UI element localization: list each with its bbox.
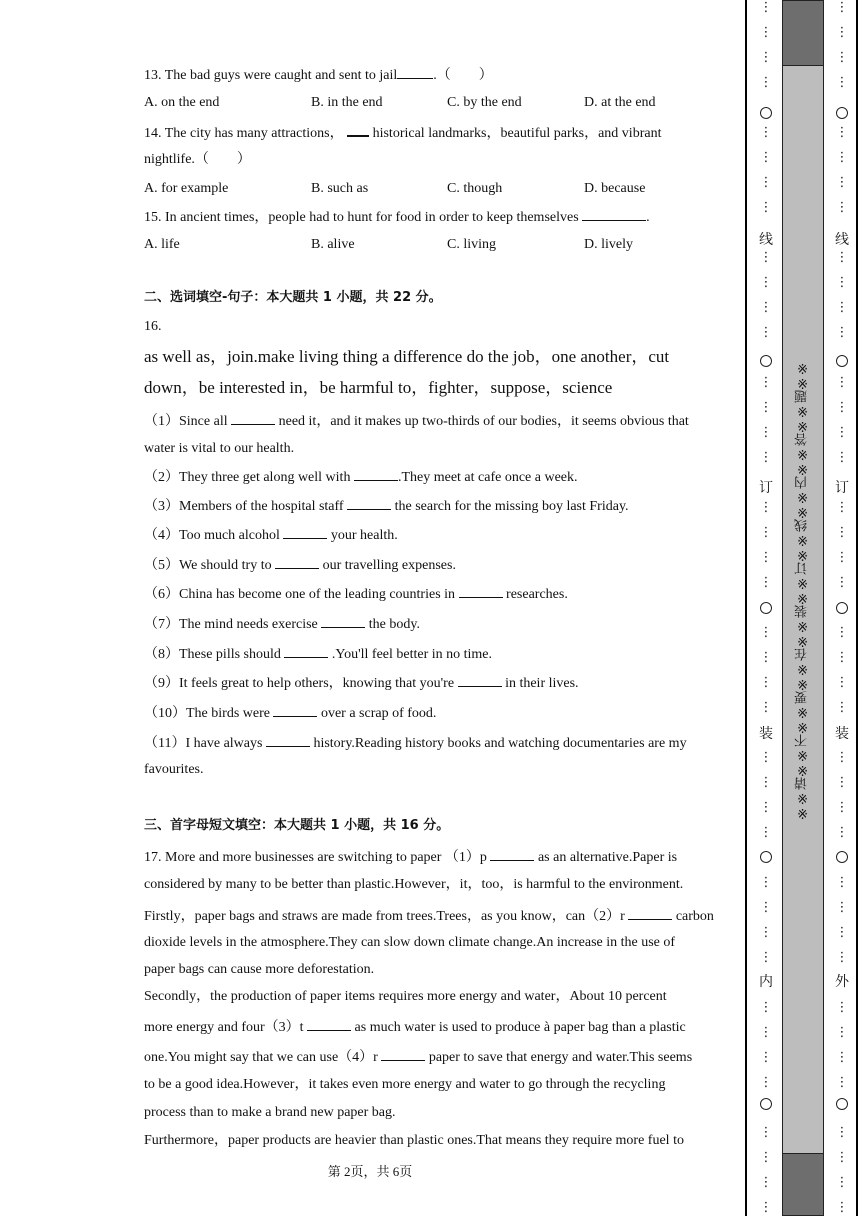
passage-line: 17. More and more businesses are switching to paper （1）p as an alternative.Paper is — [144, 846, 677, 868]
margin-dots: ⋮ — [835, 1150, 849, 1165]
fill-item-2: （2）They three get along well with .They meet at cafe once a week. — [144, 466, 578, 488]
margin-dots: ⋮ — [835, 525, 849, 540]
margin-dots: ⋮ — [759, 250, 773, 265]
answer-blank — [321, 613, 365, 628]
margin-dots: ⋮ — [835, 125, 849, 140]
margin-dots: ⋮ — [835, 1175, 849, 1190]
option-c: C. by the end — [447, 95, 522, 110]
margin-dots: ⋮ — [759, 775, 773, 790]
passage-line: Furthermore，paper products are heavier than plastic ones.That means they require more fuel to — [144, 1133, 684, 1148]
option-c: C. living — [447, 237, 497, 252]
passage-line: dioxide levels in the atmosphere.They can slow down climate change.An increase in the use of — [144, 935, 676, 950]
margin-dots: ⋮ — [759, 450, 773, 465]
answer-blank — [284, 643, 328, 658]
margin-char: 内 — [759, 974, 773, 990]
margin-dots: ⋮ — [759, 1050, 773, 1065]
option-c: C. though — [447, 181, 503, 196]
option-a: A. life — [144, 237, 180, 252]
passage-line: Secondly，the production of paper items requires more energy and water，About 10 percent — [144, 989, 667, 1004]
passage-line: Firstly，paper bags and straws are made from trees.Trees，as you know，can（2）r carbon — [144, 905, 714, 927]
margin-char: 线 — [835, 232, 849, 248]
margin-dots: ⋮ — [835, 400, 849, 415]
margin-dots: ⋮ — [759, 900, 773, 915]
margin-dots: ⋮ — [835, 325, 849, 340]
margin-circle — [760, 851, 772, 863]
margin-dots: ⋮ — [835, 1025, 849, 1040]
margin-circle — [760, 602, 772, 614]
margin-dots: ⋮ — [759, 750, 773, 765]
margin-dots: ⋮ — [759, 1125, 773, 1140]
word-bank-line-2: down，be interested in，be harmful to，fighter，suppose，science — [144, 378, 613, 397]
option-a: A. for example — [144, 181, 229, 196]
question-16-number: 16. — [144, 319, 162, 334]
margin-dots: ⋮ — [759, 375, 773, 390]
section-3-heading: 三、首字母短文填空：本大题共 1 小题，共 16 分。 — [144, 818, 450, 833]
margin-char: 装 — [759, 726, 773, 742]
passage-line: paper bags can cause more deforestation. — [144, 962, 375, 977]
margin-dots: ⋮ — [759, 125, 773, 140]
answer-blank — [459, 583, 503, 598]
margin-dots: ⋮ — [759, 175, 773, 190]
option-b: B. such as — [311, 181, 369, 196]
margin-dots: ⋮ — [759, 300, 773, 315]
margin-char: 订 — [759, 480, 773, 496]
margin-dots: ⋮ — [835, 1050, 849, 1065]
binding-margin-inner — [753, 0, 779, 1216]
margin-dots: ⋮ — [835, 825, 849, 840]
margin-dots: ⋮ — [759, 575, 773, 590]
answer-blank — [490, 846, 534, 861]
margin-dots: ⋮ — [759, 925, 773, 940]
answer-blank — [307, 1016, 351, 1031]
passage-line: to be a good idea.However，it takes even more energy and water to go through the recycling — [144, 1077, 666, 1092]
margin-dots: ⋮ — [759, 1025, 773, 1040]
passage-line: more energy and four（3）t as much water is used to produce à paper bag than a plastic — [144, 1016, 686, 1038]
margin-dots: ⋮ — [835, 50, 849, 65]
margin-circle — [760, 355, 772, 367]
margin-dots: ⋮ — [759, 0, 773, 15]
fill-item-5: （5）We should try to our travelling expenses. — [144, 554, 456, 576]
margin-dots: ⋮ — [759, 200, 773, 215]
margin-dots: ⋮ — [835, 25, 849, 40]
question-13-stem: 13. The bad guys were caught and sent to jail .（ ） — [144, 64, 493, 86]
margin-dots: ⋮ — [835, 500, 849, 515]
margin-dots: ⋮ — [835, 950, 849, 965]
margin-border-right — [856, 0, 858, 1216]
option-b: B. in the end — [311, 95, 383, 110]
margin-dots: ⋮ — [835, 650, 849, 665]
margin-dots: ⋮ — [759, 675, 773, 690]
margin-dots: ⋮ — [759, 1000, 773, 1015]
passage-line: considered by many to be better than plastic.However，it，too，is harmful to the environment. — [144, 877, 684, 892]
question-14-stem: 14. The city has many attractions， historical landmarks，beautiful parks，and vibrant — [144, 121, 661, 144]
margin-dots: ⋮ — [835, 175, 849, 190]
margin-dots: ⋮ — [835, 800, 849, 815]
margin-dots: ⋮ — [835, 275, 849, 290]
margin-char: 装 — [835, 726, 849, 742]
margin-dots: ⋮ — [835, 425, 849, 440]
answer-blank — [347, 121, 369, 137]
margin-dots: ⋮ — [835, 375, 849, 390]
margin-dots: ⋮ — [835, 200, 849, 215]
question-14-stem-cont: nightlife.（ ） — [144, 152, 251, 167]
fill-item-8: （8）These pills should .You'll feel better in no time. — [144, 643, 492, 665]
answer-blank — [266, 732, 310, 747]
fill-item-3: （3）Members of the hospital staff the search for the missing boy last Friday. — [144, 495, 629, 517]
margin-border-left — [745, 0, 747, 1216]
margin-circle — [836, 851, 848, 863]
answer-blank — [628, 905, 672, 920]
margin-dots: ⋮ — [835, 750, 849, 765]
answer-blank — [273, 702, 317, 717]
margin-circle — [836, 107, 848, 119]
margin-dots: ⋮ — [759, 550, 773, 565]
margin-circle — [836, 1098, 848, 1110]
binding-block-top — [782, 0, 824, 66]
margin-dots: ⋮ — [759, 425, 773, 440]
answer-blank — [458, 672, 502, 687]
margin-dots: ⋮ — [835, 550, 849, 565]
option-d: D. because — [584, 181, 646, 196]
margin-circle — [836, 602, 848, 614]
margin-dots: ⋮ — [759, 800, 773, 815]
binding-block-bottom — [782, 1153, 824, 1216]
margin-dots: ⋮ — [835, 250, 849, 265]
margin-dots: ⋮ — [759, 525, 773, 540]
margin-dots: ⋮ — [835, 1125, 849, 1140]
margin-dots: ⋮ — [759, 50, 773, 65]
margin-dots: ⋮ — [759, 400, 773, 415]
margin-dots: ⋮ — [759, 1150, 773, 1165]
margin-dots: ⋮ — [759, 1075, 773, 1090]
margin-dots: ⋮ — [835, 150, 849, 165]
binding-warning-text: ※※请※※不※※要※※在※※装※※订※※线※※内※※答※※题※※ — [795, 360, 810, 820]
question-15-stem: 15. In ancient times，people had to hunt for food in order to keep themselves . — [144, 206, 650, 228]
fill-item-10: （10）The birds were over a scrap of food. — [144, 702, 436, 724]
margin-dots: ⋮ — [835, 450, 849, 465]
margin-dots: ⋮ — [759, 275, 773, 290]
margin-dots: ⋮ — [835, 875, 849, 890]
margin-dots: ⋮ — [835, 675, 849, 690]
margin-dots: ⋮ — [759, 950, 773, 965]
answer-blank — [231, 410, 275, 425]
margin-dots: ⋮ — [759, 700, 773, 715]
margin-circle — [760, 1098, 772, 1110]
answer-blank — [397, 64, 433, 79]
fill-item-1-cont: water is vital to our health. — [144, 441, 295, 456]
answer-blank — [354, 466, 398, 481]
margin-dots: ⋮ — [835, 75, 849, 90]
margin-dots: ⋮ — [835, 1000, 849, 1015]
margin-dots: ⋮ — [835, 925, 849, 940]
passage-line: one.You might say that we can use（4）r paper to save that energy and water.This seems — [144, 1046, 692, 1068]
margin-dots: ⋮ — [835, 300, 849, 315]
fill-item-9: （9）It feels great to help others，knowing that you're in their lives. — [144, 672, 579, 694]
margin-dots: ⋮ — [835, 575, 849, 590]
binding-margin-outer — [829, 0, 855, 1216]
margin-circle — [760, 107, 772, 119]
answer-blank — [283, 524, 327, 539]
word-bank-line-1: as well as，join.make living thing a difference do the job，one another，cut — [144, 347, 670, 366]
margin-dots: ⋮ — [835, 1200, 849, 1215]
option-d: D. lively — [584, 237, 633, 252]
answer-blank — [275, 554, 319, 569]
margin-dots: ⋮ — [759, 875, 773, 890]
margin-dots: ⋮ — [759, 825, 773, 840]
margin-dots: ⋮ — [835, 1075, 849, 1090]
margin-dots: ⋮ — [759, 75, 773, 90]
option-b: B. alive — [311, 237, 355, 252]
option-d: D. at the end — [584, 95, 656, 110]
option-a: A. on the end — [144, 95, 220, 110]
margin-dots: ⋮ — [759, 625, 773, 640]
fill-item-11: （11）I have always history.Reading history books and watching documentaries are my — [144, 732, 687, 754]
margin-dots: ⋮ — [835, 625, 849, 640]
margin-dots: ⋮ — [835, 775, 849, 790]
margin-dots: ⋮ — [759, 1200, 773, 1215]
margin-dots: ⋮ — [759, 650, 773, 665]
margin-char: 订 — [835, 480, 849, 496]
fill-item-1: （1）Since all need it，and it makes up two-thirds of our bodies，it seems obvious that — [144, 410, 689, 432]
fill-item-11-cont: favourites. — [144, 762, 204, 777]
margin-dots: ⋮ — [759, 25, 773, 40]
page-footer: 第 2页，共 6页 — [327, 1164, 413, 1179]
answer-blank — [347, 495, 391, 510]
margin-char: 外 — [835, 974, 849, 990]
margin-dots: ⋮ — [835, 700, 849, 715]
margin-circle — [836, 355, 848, 367]
answer-blank — [381, 1046, 425, 1061]
margin-dots: ⋮ — [835, 900, 849, 915]
margin-dots: ⋮ — [759, 1175, 773, 1190]
fill-item-7: （7）The mind needs exercise the body. — [144, 613, 420, 635]
margin-dots: ⋮ — [759, 325, 773, 340]
fill-item-4: （4）Too much alcohol your health. — [144, 524, 398, 546]
answer-blank — [582, 206, 646, 221]
margin-char: 线 — [759, 232, 773, 248]
margin-dots: ⋮ — [759, 500, 773, 515]
section-2-heading: 二、选词填空-句子：本大题共 1 小题，共 22 分。 — [144, 290, 442, 305]
margin-dots: ⋮ — [759, 150, 773, 165]
fill-item-6: （6）China has become one of the leading countries in researches. — [144, 583, 568, 605]
passage-line: process than to make a brand new paper bag. — [144, 1105, 396, 1120]
margin-dots: ⋮ — [835, 0, 849, 15]
